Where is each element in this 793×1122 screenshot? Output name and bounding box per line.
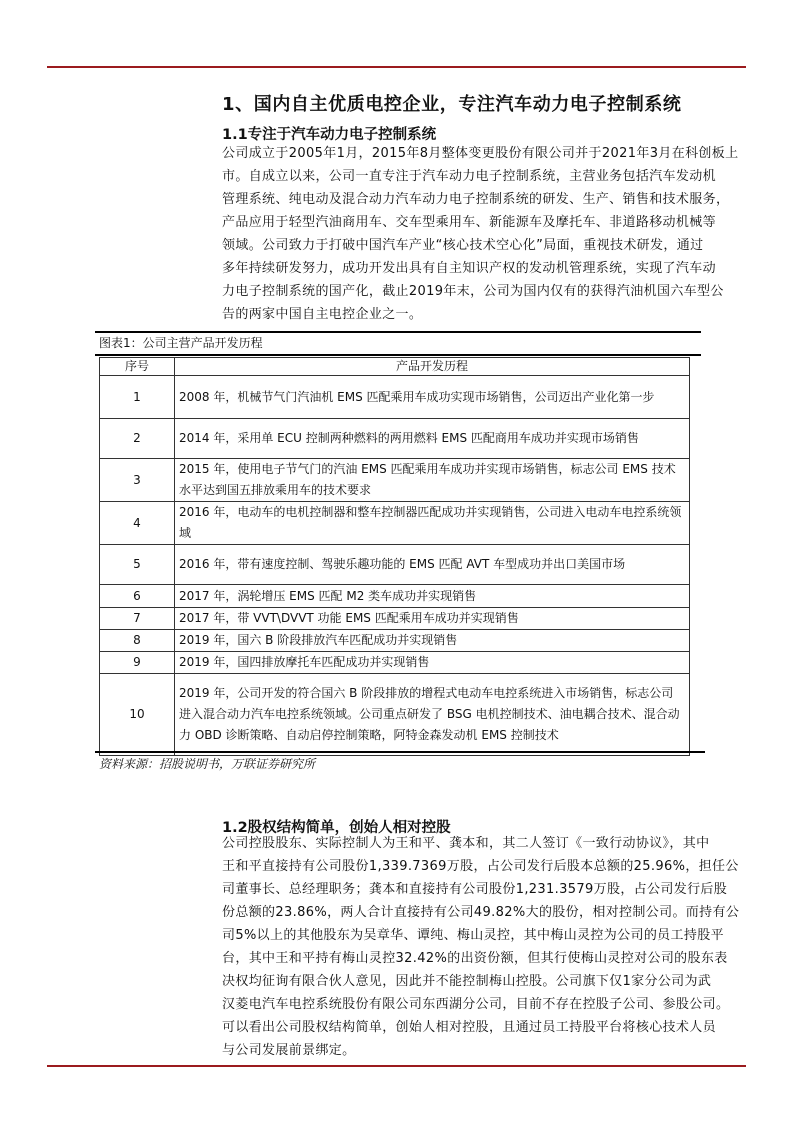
paragraph-line: 公司控股股东、实际控制人为王和平、龚本和，其二人签订《一致行动协议》，其中 (222, 836, 710, 851)
row-description: 2016 年，电动车的电机控制器和整车控制器匹配成功并实现销售，公司进入电动车电控系统领域 (175, 502, 690, 545)
paragraph-line: 管理系统、纯电动及混合动力汽车动力电子控制系统的研发、生产、销售和技术服务， (222, 192, 730, 207)
row-number: 1 (100, 376, 175, 419)
row-description: 2017 年，涡轮增压 EMS 匹配 M2 类车成功并实现销售 (175, 585, 690, 608)
row-number: 9 (100, 652, 175, 674)
row-number: 3 (100, 459, 175, 502)
row-description: 2017 年，带 VVT\DVVT 功能 EMS 匹配乘用车成功并实现销售 (175, 608, 690, 630)
row-number: 2 (100, 419, 175, 459)
paragraph-equity (222, 832, 752, 1062)
row-description: 2015 年，使用电子节气门的汽油 EMS 匹配乘用车成功并实现市场销售，标志公司 EMS 技术水平达到国五排放乘用车的技术要求 (175, 459, 690, 502)
paragraph-line: 可以看出公司股权结构简单，创始人相对控股，且通过员工持股平台将核心技术人员 (222, 1020, 716, 1035)
paragraph-line: 司董事长、总经理职务；龚本和直接持有公司股份1,231.3579万股，占公司发行后股 (222, 882, 728, 897)
table-source: 资料来源：招股说明书，万联证券研究所 (99, 757, 316, 771)
table-top-rule (95, 331, 701, 333)
table-row (100, 608, 690, 630)
paragraph-line: 司5%以上的其他股东为吴章华、谭纯、梅山灵控，其中梅山灵控为公司的员工持股平 (222, 928, 724, 943)
table-row (100, 545, 690, 585)
header-history: 产品开发历程 (175, 358, 690, 376)
row-description: 2019 年，公司开发的符合国六 B 阶段排放的增程式电动车电控系统进入市场销售，标志公司进入混合动力汽车电控系统领域。公司重点研发了 BSG 电机控制技术、油电耦合技术、混合动力 OBD 诊断策略、自动启停控制策略，阿特金森发动机 EMS 控制技术 (175, 674, 690, 756)
row-number: 7 (100, 608, 175, 630)
table-row (100, 419, 690, 459)
row-number: 8 (100, 630, 175, 652)
row-description: 2019 年，国六 B 阶段排放汽车匹配成功并实现销售 (175, 630, 690, 652)
row-number: 10 (100, 674, 175, 756)
table-bottom-rule (95, 751, 705, 753)
caption-rule (95, 354, 701, 356)
paragraph-line: 份总额的23.86%，两人合计直接持有公司49.82%大的股份，相对控制公司。而持有公 (222, 905, 740, 920)
table-row (100, 652, 690, 674)
table-row (100, 376, 690, 419)
paragraph-line: 与公司发展前景绑定。 (222, 1043, 356, 1058)
paragraph-line: 台，其中王和平持有梅山灵控32.42%的出资份额，但其行使梅山灵控对公司的股东表 (222, 951, 728, 966)
paragraph-intro (222, 142, 752, 326)
paragraph-line: 产品应用于轻型汽油商用车、交车型乘用车、新能源车及摩托车、非道路移动机械等 (222, 215, 716, 230)
row-description: 2016 年，带有速度控制、驾驶乐趣功能的 EMS 匹配 AVT 车型成功并出口美国市场 (175, 545, 690, 585)
paragraph-line: 市。自成立以来，公司一直专注于汽车动力电子控制系统，主营业务包括汽车发动机 (222, 169, 716, 184)
paragraph-line: 多年持续研发努力，成功开发出具有自主知识产权的发动机管理系统，实现了汽车动 (222, 261, 716, 276)
table-row (100, 674, 690, 756)
paragraph-line: 力电子控制系统的国产化，截止2019年末，公司为国内仅有的获得汽油机国六车型公 (222, 284, 724, 299)
section-title: 1、国内自主优质电控企业，专注汽车动力电子控制系统 (222, 94, 682, 115)
row-description: 2014 年，采用单 ECU 控制两种燃料的两用燃料 EMS 匹配商用车成功并实现市场销售 (175, 419, 690, 459)
paragraph-line: 决权均征询有限合伙人意见，因此并不能控制梅山控股。公司旗下仅1家分公司为武 (222, 974, 712, 989)
row-description: 2008 年，机械节气门汽油机 EMS 匹配乘用车成功实现市场销售，公司迈出产业化第一步 (175, 376, 690, 419)
paragraph-line: 公司成立于2005年1月，2015年8月整体变更股份有限公司并于2021年3月在科创板上 (222, 146, 739, 161)
header-no: 序号 (100, 358, 175, 376)
footer-rule (47, 1065, 746, 1067)
table-caption: 图表1：公司主营产品开发历程 (99, 336, 263, 350)
row-description: 2019 年，国四排放摩托车匹配成功并实现销售 (175, 652, 690, 674)
table-row (100, 630, 690, 652)
header-rule (47, 66, 746, 68)
table-header-row (100, 358, 690, 376)
paragraph-line: 王和平直接持有公司股份1,339.7369万股，占公司发行后股本总额的25.96%，担任公 (222, 859, 739, 874)
row-number: 6 (100, 585, 175, 608)
subsection-title-1-2: 1.2股权结构简单，创始人相对控股 (222, 820, 451, 836)
product-history-table (99, 357, 690, 756)
row-number: 4 (100, 502, 175, 545)
table-row (100, 585, 690, 608)
table-row (100, 459, 690, 502)
paragraph-line: 领域。公司致力于打破中国汽车产业“核心技术空心化”局面，重视技术研发，通过 (222, 238, 704, 253)
row-number: 5 (100, 545, 175, 585)
table-row (100, 502, 690, 545)
paragraph-line: 汉菱电汽车电控系统股份有限公司东西湖分公司，目前不存在控股子公司、参股公司。 (222, 997, 730, 1012)
paragraph-line: 告的两家中国自主电控企业之一。 (222, 307, 423, 322)
subsection-title-1-1: 1.1专注于汽车动力电子控制系统 (222, 127, 437, 143)
